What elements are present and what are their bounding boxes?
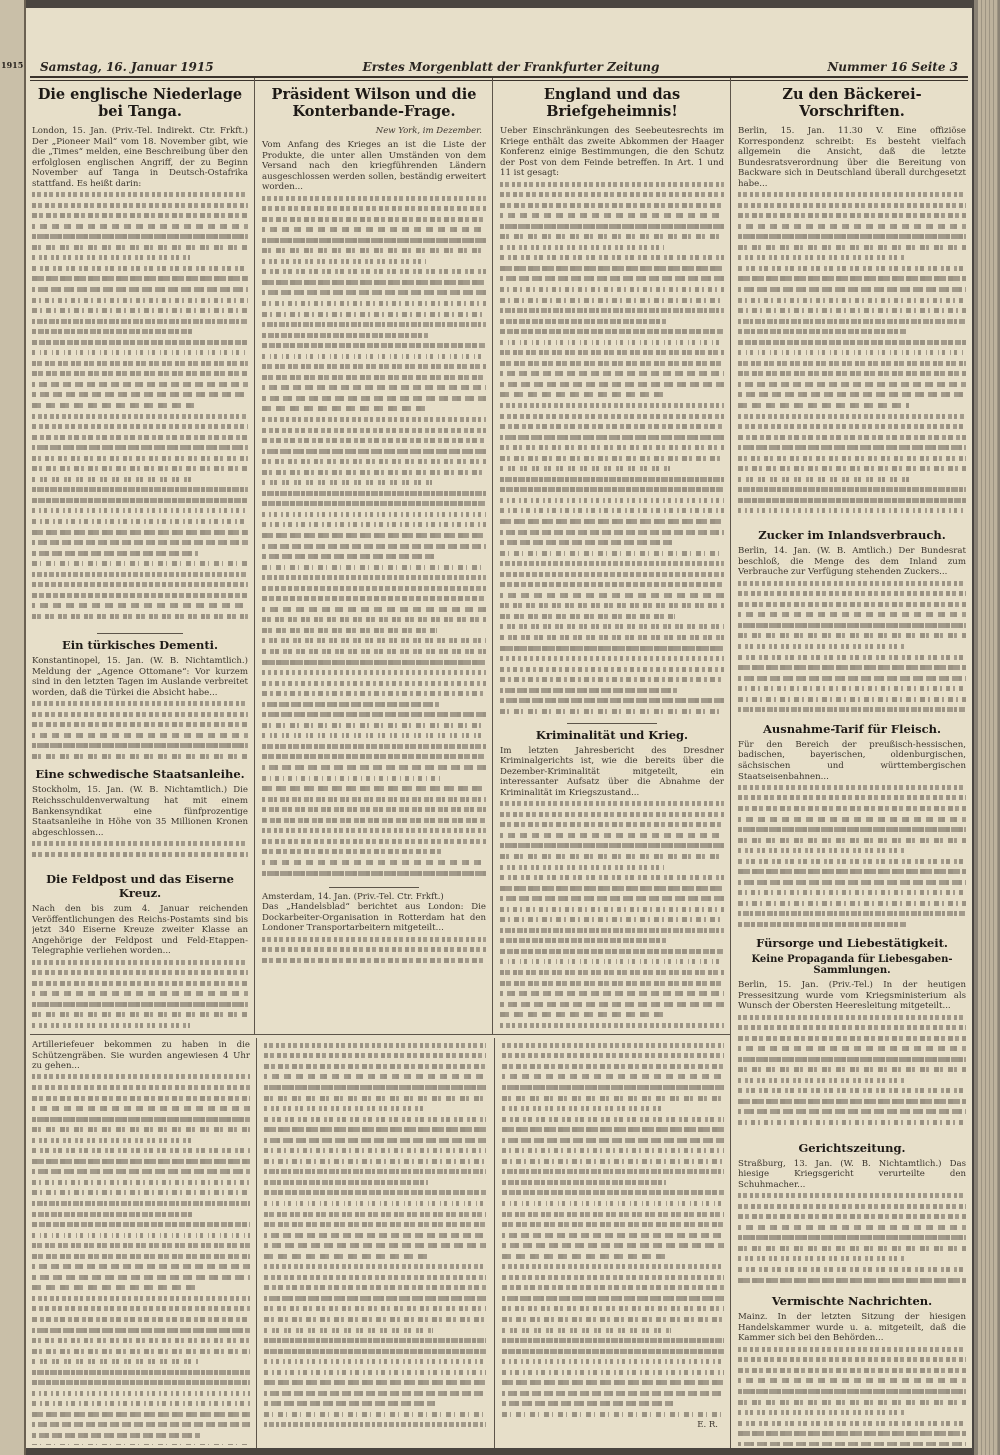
section-title: Vermischte Nachrichten. (771, 1294, 933, 1309)
column-rule (256, 1038, 257, 1448)
section-title: Ein türkisches Dementi. (61, 638, 219, 653)
masthead-rule (30, 76, 968, 81)
section-lead: Für den Bereich der preußisch-hessischen, badischen, bayerischen, oldenburgischen, sächsischen und württembergischen Staatseisenbahnen... (738, 739, 966, 782)
section-body (738, 1344, 966, 1446)
continuation-column-3 (502, 1040, 724, 1445)
column-1 (32, 86, 248, 1032)
news-body (262, 934, 486, 974)
masthead (26, 8, 972, 90)
section-title: Zucker im Inlandsverbrauch. (758, 528, 946, 543)
column-2 (262, 86, 486, 1032)
section-lead: Nach den bis zum 4. Januar reichenden Veröffentlichungen des Reichs-Postamts sind bis jetzt 340 Eiserne Kreuze zweiter Klasse an Angehörige der Feldpost und Feld-Etappen-Telegraphie verliehen worden... (32, 904, 248, 957)
issue-date: Samstag, 16. Januar 1915 (40, 60, 214, 74)
section-body (32, 698, 248, 763)
article-title: England und das Briefgeheimnis! (543, 86, 681, 120)
continuation-body (502, 1040, 724, 1420)
section-body (738, 1012, 966, 1137)
author-signature: E. R. (697, 1420, 718, 1430)
section-lead: Berlin, 15. Jan. (Priv.-Tel.) In der heutigen Pressesitzung wurde vom Kriegsministerium als Wunsch der Obersten Heeresleitung mitgeteilt... (738, 980, 966, 1012)
article-body (738, 189, 966, 524)
column-rule (730, 78, 731, 1448)
column-rule (254, 78, 255, 1034)
section-title: Gerichtszeitung. (798, 1140, 906, 1155)
column-3 (500, 86, 724, 1032)
news-lead: Das „Handelsblad“ berichtet aus London: Die Dockarbeiter-Organisation in Rotterdam hat den Londoner Transportarbeitern mitgeteilt... (262, 902, 486, 934)
book-edge (974, 0, 1000, 1455)
section-body (32, 838, 248, 868)
column-4 (738, 86, 966, 1446)
section-lead: Straßburg, 13. Jan. (W. B. Nichtamtlich.) Das hiesige Kriegsgericht verurteilte den Schuhmacher... (738, 1158, 966, 1190)
continuation-body (264, 1040, 486, 1440)
section-subtitle: Keine Propaganda für Liebesgaben-Sammlungen. (751, 954, 953, 977)
section-lead: Stockholm, 15. Jan. (W. B. Nichtamtlich.) Die Reichsschuldenverwaltung hat mit einem Bankensyndikat eine fünfprozentige Staatsanleihe in Höhe von 35 Millionen Kronen abgeschlossen... (32, 785, 248, 838)
article-title: Die englische Niederlage bei Tanga. (37, 86, 243, 120)
article-lead: Ueber Einschränkungen des Seebeutesrechts im Kriege enthält das zweite Abkommen der Haager Konferenz einige Bestimmungen, die den Schutz der Post von dem Feinde betreffen. In Art. 1 und 11 ist gesagt: (500, 126, 724, 179)
section-rule (30, 1034, 730, 1035)
section-title: Ausnahme-Tarif für Fleisch. (762, 721, 941, 736)
article-body (500, 179, 724, 719)
section-body (738, 578, 966, 718)
article-lead: Vom Anfang des Krieges an ist die Liste der Produkte, die unter allen Umständen von dem Versand nach den kriegführenden Ländern ausgeschlossen werden sollen, beständig erweitert worden... (262, 140, 486, 193)
section-title: Eine schwedische Staatsanleihe. (35, 767, 245, 782)
section-lead: Im letzten Jahresbericht des Dresdner Kriminalgerichts ist, wie die bereits über die Dezember-Kriminalität mitgeteilt, ein interessanter Aufsatz über die Abnahme der Kriminalität im Kriegszustand... (500, 745, 724, 798)
news-dateline: Amsterdam, 14. Jan. (Priv.-Tel. Ctr. Frkft.) (262, 891, 444, 902)
section-body (738, 782, 966, 932)
continuation-column-1 (32, 1040, 250, 1445)
section-body (500, 798, 724, 1032)
section-lead: Konstantinopel, 15. Jan. (W. B. Nichtamtlich.) Meldung der „Agence Ottomane“: Vor kurzem sind in den letzten Tagen im Auslande verbreitet worden, daß die Türkei die Absicht habe... (32, 656, 248, 698)
article-title: Zu den Bäckerei-Vorschriften. (782, 86, 922, 120)
article-title: Präsident Wilson und die Konterbande-Frage. (271, 86, 477, 120)
article-body (32, 189, 248, 629)
continuation-body (32, 1072, 250, 1445)
article-body (262, 193, 486, 883)
section-title: Fürsorge und Liebestätigkeit. (756, 936, 948, 951)
adjacent-page-strip (0, 0, 26, 1455)
section-title: Die Feldpost und das Eiserne Kreuz. (46, 872, 234, 901)
section-lead: Mainz. In der letzten Sitzung der hiesigen Handelskammer wurde u. a. mitgeteilt, daß die Kammer sich bei den Behörden... (738, 1312, 966, 1344)
newspaper-page (26, 8, 972, 1448)
section-body (738, 1190, 966, 1290)
section-lead: Berlin, 14. Jan. (W. B. Amtlich.) Der Bundesrat beschloß, die Menge des dem Inland zum Verbrauche zur Verfügung stehenden Zuckers... (738, 546, 966, 578)
column-rule (494, 1038, 495, 1448)
left-margin-year: 1915 (1, 60, 24, 70)
dateline: New York, im Dezember. (375, 126, 482, 136)
continuation-lead: Artilleriefeuer bekommen zu haben in die Schützengräben. Sie wurden angewiesen 4 Uhr zu gehen... (32, 1040, 250, 1072)
column-rule (492, 78, 493, 1034)
section-title: Kriminalität und Krieg. (535, 727, 689, 742)
article-lead: Berlin, 15. Jan. 11.30 V. Eine offiziöse Korrespondenz schreibt: Es besteht vielfach allgemein die Ansicht, daß die letzte Bundesratsverordnung über die Bereitung von Backware sich in Deutschland überall durchgesetzt habe... (738, 126, 966, 189)
article-lead: London, 15. Jan. (Priv.-Tel. Indirekt. Ctr. Frkft.) Der „Pioneer Mail“ vom 18. November gibt, wie die „Times“ melden, eine Beschreibung über den erfolglosen englischen Angriff, der zu Beginn November auf Tanga in Deutsch-Ostafrika stattfand. Es heißt darin: (32, 126, 248, 189)
section-body (32, 957, 248, 1032)
paper-name: Erstes Morgenblatt der Frankfurter Zeitung (362, 60, 660, 74)
issue-number: Nummer 16 Seite 3 (827, 60, 958, 74)
continuation-column-2 (264, 1040, 486, 1445)
